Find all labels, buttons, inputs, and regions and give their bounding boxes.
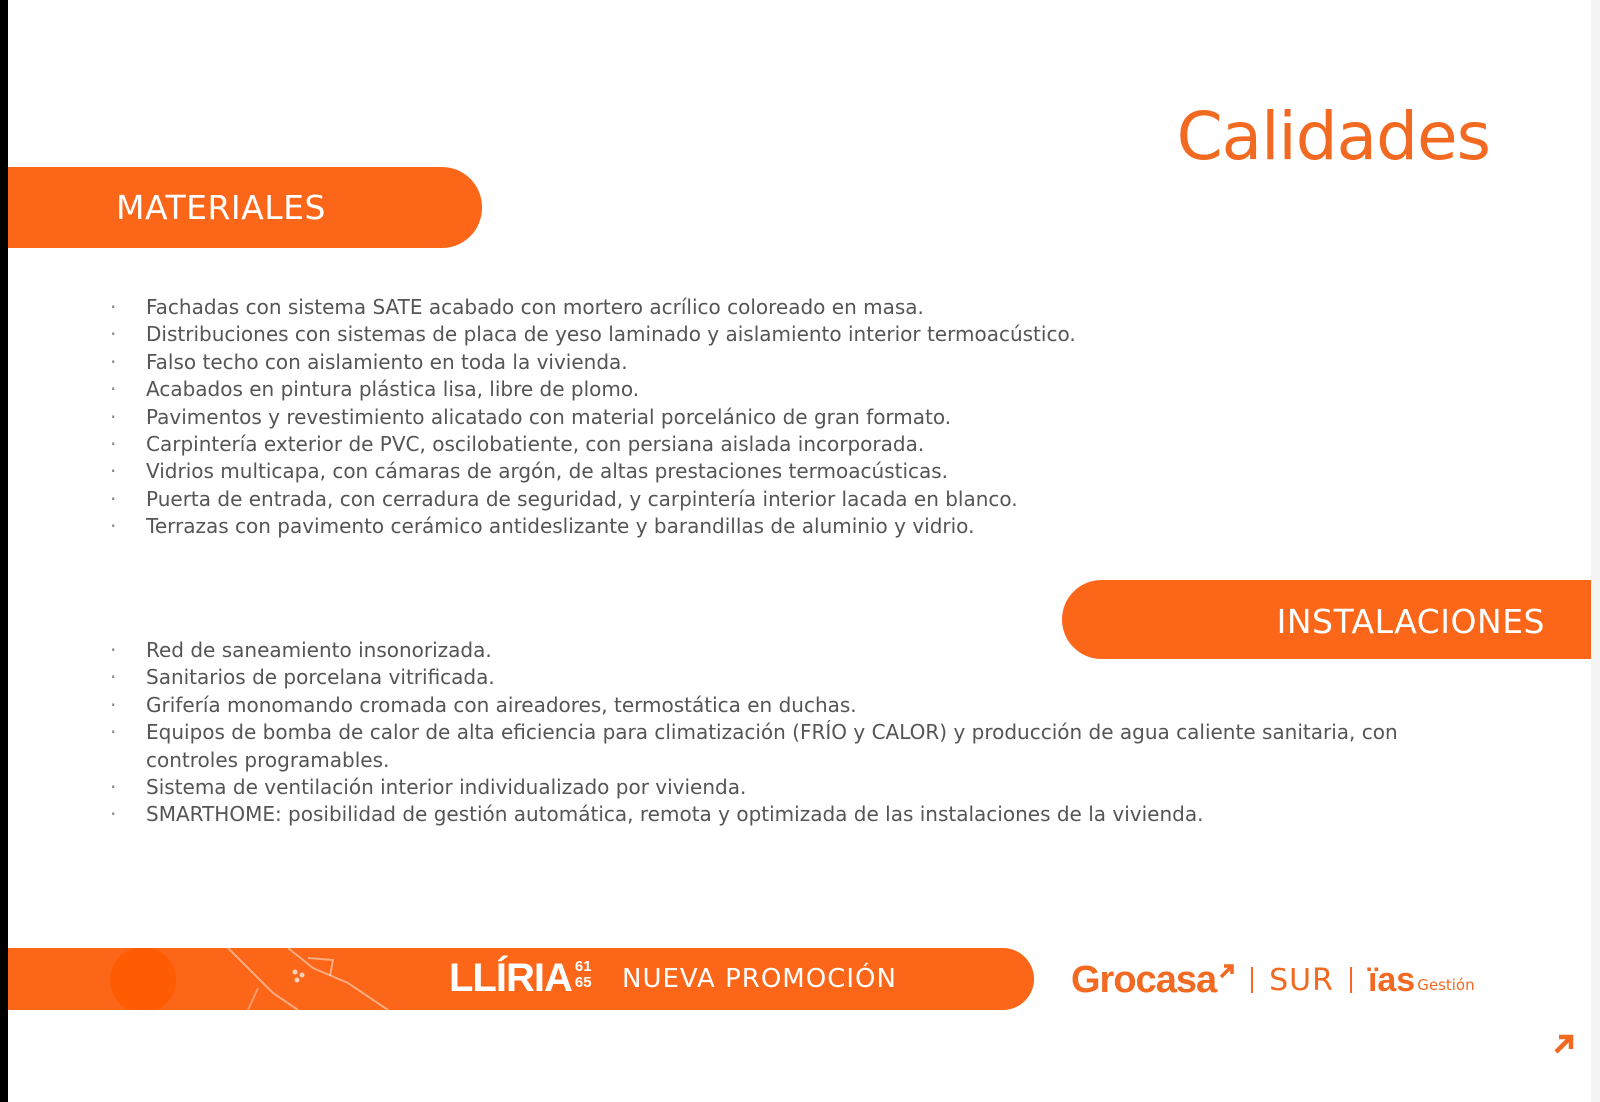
list-item: · Red de saneamiento insonorizada. (110, 637, 1496, 664)
footer-band (8, 948, 1034, 1010)
list-item: · Vidrios multicapa, con cámaras de argón, de altas prestaciones termoacústicas. (110, 458, 1076, 485)
bullet: · (110, 349, 117, 374)
list-item: · Falso techo con aislamiento en toda la vivienda. (110, 349, 1076, 376)
gestion-label: Gestión (1417, 976, 1475, 994)
list-item: · Terrazas con pavimento cerámico antideslizante y barandillas de aluminio y vidrio. (110, 513, 1076, 540)
ias-logo: ïas (1367, 960, 1416, 999)
bullet: · (110, 459, 117, 484)
page-title: Calidades (1176, 98, 1490, 175)
list-item: · Pavimentos y revestimiento alicatado con material porcelánico de gran formato. (110, 404, 1076, 431)
corner-arrow-icon (1553, 1033, 1575, 1055)
installations-heading: INSTALACIONES (1276, 602, 1545, 641)
bullet: · (110, 638, 117, 662)
bullet: · (110, 514, 117, 539)
bullet: · (110, 665, 117, 690)
list-item: · Equipos de bomba de calor de alta eficiencia para climatización (FRÍO y CALOR) y producción de agua caliente sanitaria, con controles programables. (110, 720, 1398, 772)
divider (1251, 967, 1253, 993)
bullet: · (110, 775, 117, 800)
bullet: · (110, 692, 117, 717)
grocasa-logo: Grocasa (1071, 958, 1217, 1001)
right-border (1591, 0, 1600, 1102)
list-item: · Acabados en pintura plástica lisa, libre de plomo. (110, 376, 1076, 403)
brand-logos (1071, 955, 1475, 1005)
bullet: · (110, 295, 117, 319)
bullet: · (110, 404, 117, 429)
materials-list (110, 294, 1076, 541)
lliria-logo: LLÍRIA 61 65 (449, 956, 592, 1000)
list-item: · Fachadas con sistema SATE acabado con mortero acrílico coloreado en masa. (110, 294, 1076, 321)
bullet: · (110, 322, 117, 347)
map-decoration-icon (98, 948, 418, 1010)
list-item: · Carpintería exterior de PVC, oscilobatiente, con persiana aislada incorporada. (110, 431, 1076, 458)
bullet: · (110, 377, 117, 402)
sur-logo: SUR (1269, 962, 1334, 998)
list-item: · Sistema de ventilación interior individualizado por vivienda. (110, 774, 1496, 801)
bullet: · (110, 720, 117, 745)
bullet: · (110, 802, 117, 827)
materials-header (8, 167, 482, 248)
list-item: · Sanitarios de porcelana vitrificada. (110, 664, 1496, 691)
list-item: · Puerta de entrada, con cerradura de seguridad, y carpintería interior lacada en blanco. (110, 486, 1076, 513)
left-border (0, 0, 8, 1102)
list-item: · Distribuciones con sistemas de placa de yeso laminado y aislamiento interior termoacústico. (110, 321, 1076, 348)
promotion-tagline: NUEVA PROMOCIÓN (622, 964, 897, 994)
list-item: · SMARTHOME: posibilidad de gestión automática, remota y optimizada de las instalaciones de la vivienda. (110, 801, 1496, 828)
divider (1350, 967, 1352, 993)
arrow-icon (1219, 963, 1235, 979)
list-item: · Grifería monomando cromada con aireadores, termostática en duchas. (110, 692, 1496, 719)
bullet: · (110, 486, 117, 511)
logo-numbers: 61 65 (574, 958, 592, 991)
materials-heading: MATERIALES (116, 188, 326, 227)
installations-list (110, 637, 1496, 829)
bullet: · (110, 432, 117, 457)
